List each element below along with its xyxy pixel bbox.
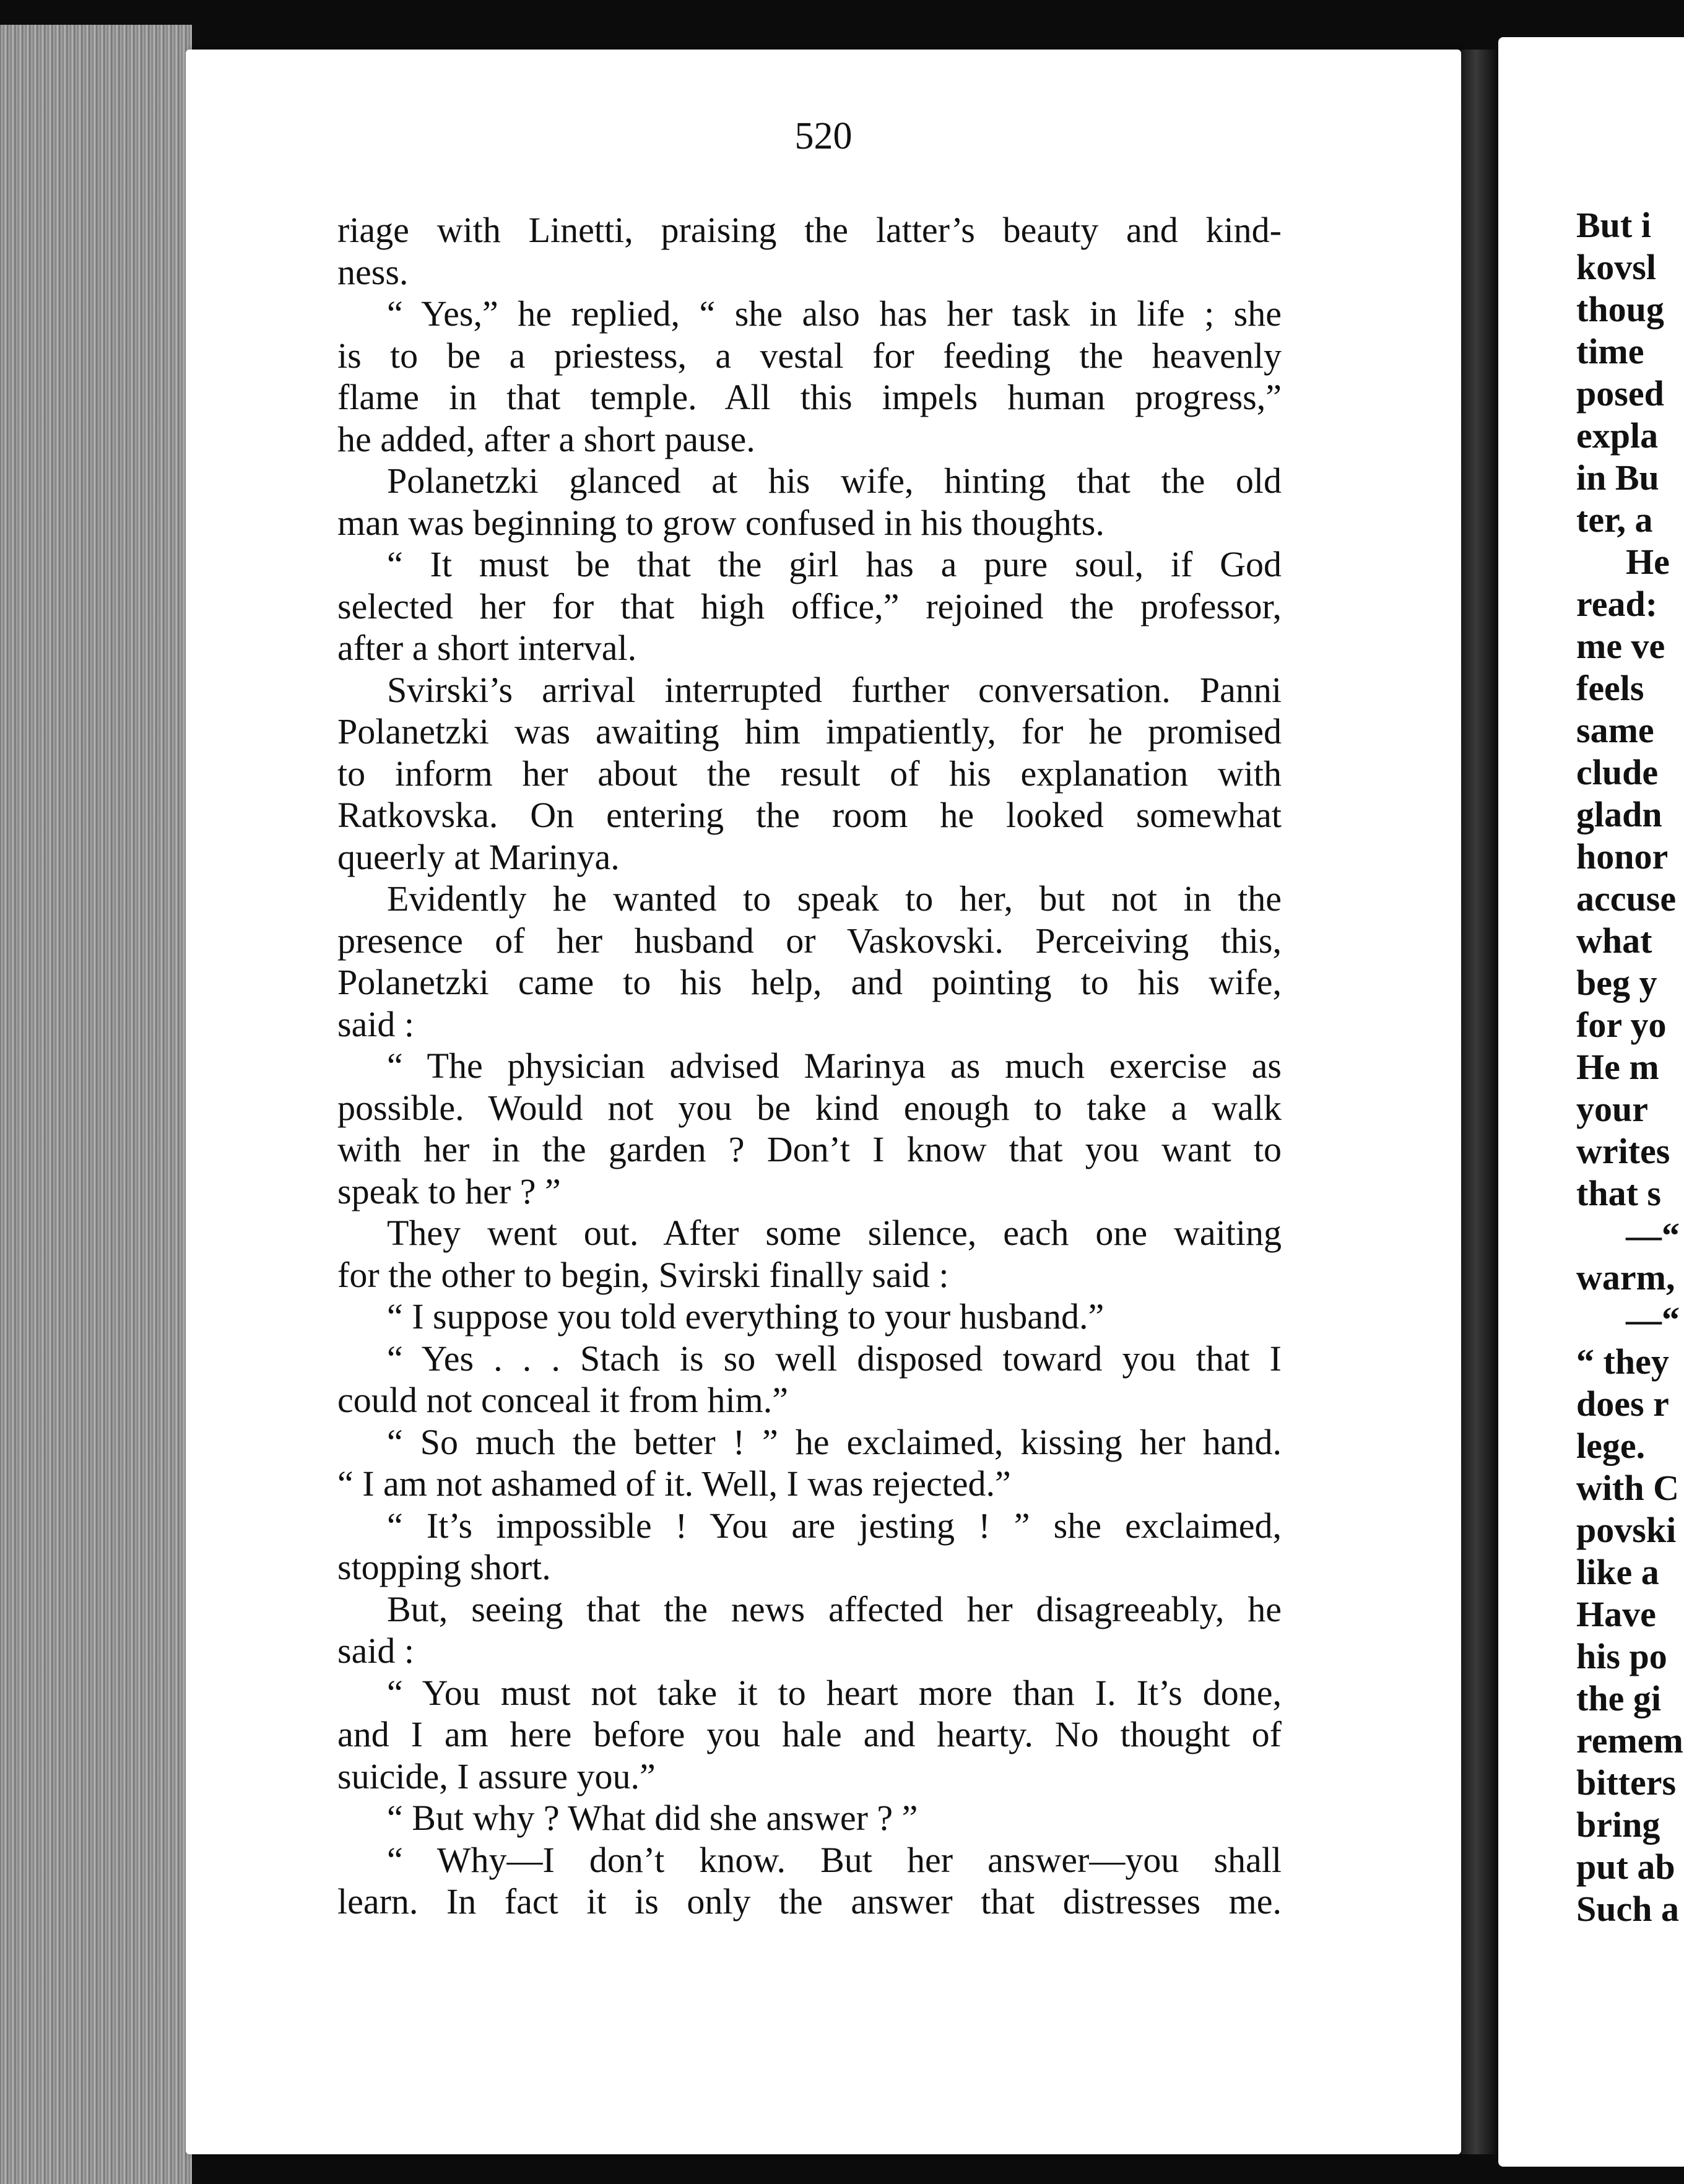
text-line: after a short interval.	[337, 628, 637, 668]
right-text-line: gladn	[1576, 794, 1662, 834]
right-text-line: Have	[1576, 1594, 1656, 1634]
text-line: “ It’s impossible ! You are jesting ! ” she exclaimed,	[387, 1505, 1282, 1546]
text-line: flame in that temple. All this impels human progress,”	[337, 377, 1282, 417]
right-text-line: But i	[1576, 205, 1651, 245]
right-text-line: thoug	[1576, 289, 1664, 329]
right-text-line: bring	[1576, 1805, 1660, 1845]
text-line: “ You must not take it to heart more than I. It’s done,	[387, 1672, 1282, 1713]
right-text-line: read:	[1576, 584, 1658, 624]
text-line: “ Yes . . . Stach is so well disposed toward you that I	[387, 1338, 1282, 1379]
text-line: Svirski’s arrival interrupted further conversation. Panni	[387, 669, 1282, 710]
text-line: presence of her husband or Vaskovski. Perceiving this,	[337, 920, 1282, 961]
text-line: learn. In fact it is only the answer that distresses me.	[337, 1881, 1282, 1922]
body-text	[337, 209, 1282, 1923]
right-text-line: same	[1576, 710, 1654, 750]
right-text-line: kovsl	[1576, 247, 1656, 287]
text-line: They went out. After some silence, each one waiting	[387, 1213, 1282, 1253]
right-text-line: for yo	[1576, 1005, 1667, 1045]
right-text-line: feels	[1576, 668, 1644, 708]
text-line: possible. Would not you be kind enough to take a walk	[337, 1087, 1282, 1128]
right-text-line: ter, a	[1576, 500, 1653, 540]
text-line: riage with Linetti, praising the latter’s beauty and kind-	[337, 210, 1282, 250]
right-text-line: writes	[1576, 1131, 1670, 1171]
text-line: “ Yes,” he replied, “ she also has her task in life ; she	[387, 293, 1282, 334]
right-text-line: with C	[1576, 1468, 1679, 1508]
right-text-line: expla	[1576, 415, 1659, 456]
right-text-line: does r	[1576, 1384, 1669, 1424]
right-text-line: your	[1576, 1089, 1648, 1129]
right-text-line: He	[1626, 542, 1670, 582]
text-line: is to be a priestess, a vestal for feeding the heavenly	[337, 335, 1282, 376]
text-line: to inform her about the result of his explanation with	[337, 753, 1282, 794]
right-text-line: bitters	[1576, 1762, 1677, 1803]
page-edge-stack	[0, 25, 192, 2184]
right-page	[1498, 37, 1684, 2167]
text-line: Polanetzki glanced at his wife, hinting that the old	[387, 461, 1282, 501]
text-line: man was beginning to grow confused in his thoughts.	[337, 502, 1105, 543]
right-text-line: accuse	[1576, 878, 1677, 919]
right-text-line: his po	[1576, 1636, 1667, 1676]
text-line: Polanetzki came to his help, and pointing to his wife,	[337, 962, 1282, 1002]
text-line: “ Why—I don’t know. But her answer—you shall	[387, 1839, 1282, 1880]
right-text-line: lege.	[1576, 1426, 1646, 1466]
right-text-line: posed	[1576, 373, 1664, 414]
right-text-line: beg y	[1576, 963, 1657, 1003]
right-text-line: remem	[1576, 1720, 1683, 1761]
right-text-line: Such a	[1576, 1889, 1680, 1929]
text-line: Polanetzki was awaiting him impatiently, for he promised	[337, 711, 1282, 752]
right-text-line: —“	[1626, 1215, 1680, 1255]
right-text-line: —“	[1626, 1299, 1680, 1340]
text-line: suicide, I assure you.”	[337, 1756, 656, 1796]
right-page-text	[1576, 204, 1684, 1930]
text-line: queerly at Marinya.	[337, 836, 620, 877]
text-line: ness.	[337, 251, 409, 292]
right-text-line: honor	[1576, 836, 1669, 877]
page-number: 520	[794, 115, 853, 157]
right-text-line: “ they	[1576, 1341, 1669, 1382]
text-line: said :	[337, 1631, 415, 1671]
right-text-line: time	[1576, 331, 1644, 371]
text-line: “ I am not ashamed of it. Well, I was rejected.”	[337, 1463, 1011, 1504]
book-gutter	[1461, 50, 1498, 2154]
text-line: with her in the garden ? Don’t I know that you want to	[337, 1129, 1282, 1169]
text-line: said :	[337, 1003, 415, 1044]
left-page	[186, 50, 1461, 2154]
text-line: Ratkovska. On entering the room he looked somewhat	[337, 795, 1282, 835]
right-text-line: He m	[1576, 1047, 1659, 1087]
text-line: But, seeing that the news affected her disagreeably, he	[387, 1588, 1282, 1629]
right-text-line: put ab	[1576, 1847, 1675, 1887]
right-text-line: in Bu	[1576, 457, 1659, 498]
right-text-line: povski	[1576, 1510, 1677, 1550]
text-line: “ The physician advised Marinya as much exercise as	[387, 1046, 1282, 1086]
text-line: stopping short.	[337, 1547, 551, 1587]
right-text-line: like a	[1576, 1552, 1659, 1592]
text-line: “ It must be that the girl has a pure soul, if God	[387, 544, 1282, 584]
right-text-line: me ve	[1576, 626, 1665, 666]
text-line: speak to her ? ”	[337, 1171, 561, 1211]
text-line: selected her for that high office,” rejoined the professor,	[337, 586, 1282, 626]
text-line: he added, after a short pause.	[337, 418, 755, 459]
text-line: for the other to begin, Svirski finally said :	[337, 1254, 949, 1295]
right-text-line: clude	[1576, 752, 1659, 792]
text-line: could not conceal it from him.”	[337, 1380, 789, 1420]
text-line: “ I suppose you told everything to your husband.”	[387, 1296, 1105, 1337]
right-text-line: what	[1576, 921, 1652, 961]
right-text-line: warm,	[1576, 1257, 1675, 1298]
text-line: Evidently he wanted to speak to her, but not in the	[387, 878, 1282, 919]
text-line: “ But why ? What did she answer ? ”	[387, 1798, 918, 1838]
text-line: and I am here before you hale and hearty. No thought of	[337, 1714, 1282, 1754]
right-text-line: the gi	[1576, 1678, 1661, 1718]
text-line: “ So much the better ! ” he exclaimed, kissing her hand.	[387, 1421, 1282, 1462]
right-text-line: that s	[1576, 1173, 1661, 1213]
